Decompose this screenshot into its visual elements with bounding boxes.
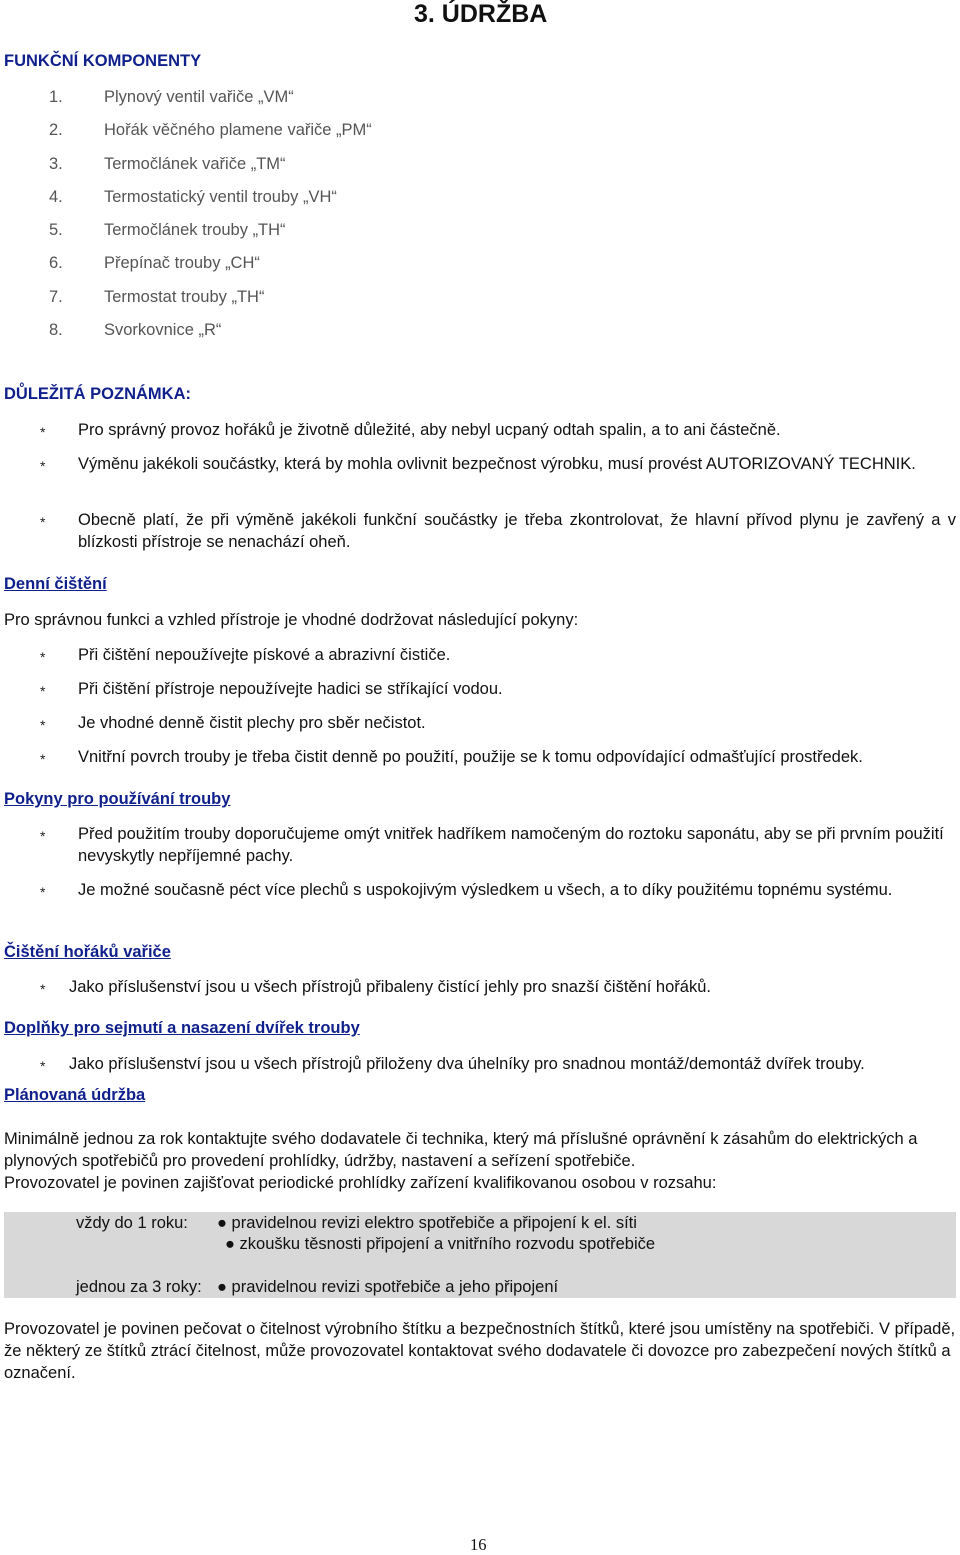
oven-usage-heading: Pokyny pro používání trouby: [4, 790, 231, 808]
bullet-star-icon: *: [40, 649, 46, 665]
three-year-item: ● pravidelnou revizi spotřebiče a jeho připojení: [217, 1278, 559, 1296]
door-accessories-heading: Doplňky pro sejmutí a nasazení dvířek trouby: [4, 1019, 360, 1037]
yearly-item: ● pravidelnou revizi elektro spotřebiče a připojení k el. síti: [217, 1214, 637, 1232]
daily-cleaning-intro: Pro správnou funkci a vzhled přístroje je vhodné dodržovat následující pokyny:: [4, 611, 579, 629]
bullet-star-icon: *: [40, 683, 46, 699]
planned-maintenance-paragraph: Provozovatel je povinen zajišťovat periodické prohlídky zařízení kvalifikovanou osobou v rozsahu:: [4, 1174, 717, 1192]
bullet-star-icon: *: [40, 884, 46, 900]
bullet-star-icon: *: [40, 828, 46, 844]
bullet-star-icon: *: [40, 424, 46, 440]
yearly-label: vždy do 1 roku:: [76, 1214, 188, 1232]
planned-maintenance-paragraph: Minimálně jednou za rok kontaktujte svého dodavatele či technika, který má příslušné oprávnění k zásahům do elektrických a plynových spotřebičů pro provedení prohlídky, údržby, nastavení a seřízení spotřebiče.: [4, 1130, 918, 1170]
daily-cleaning-heading: Denní čištění: [4, 575, 107, 593]
important-note-heading: DŮLEŽITÁ POZNÁMKA:: [4, 385, 191, 403]
planned-maintenance-paragraph: Provozovatel je povinen pečovat o čitelnost výrobního štítku a bezpečnostních štítků, které jsou umístěny na spotřebiči. V případě, že některý ze štítků ztrácí čitelnost, může provozovatel kontaktovat svého dodavatele či dovozce pro zabezpečení nových štítků a označení.: [4, 1320, 956, 1382]
burner-cleaning-heading: Čištění hořáků vařiče: [4, 943, 171, 961]
page-number: 16: [470, 1535, 487, 1554]
yearly-item: ● zkoušku těsnosti připojení a vnitřního rozvodu spotřebiče: [225, 1235, 656, 1253]
inspection-schedule-box: [4, 1212, 956, 1298]
bullet-star-icon: *: [40, 717, 46, 733]
chapter-title: 3. ÚDRŽBA: [414, 0, 548, 28]
bullet-star-icon: *: [40, 751, 46, 767]
bullet-star-icon: *: [40, 1058, 46, 1074]
planned-maintenance-heading: Plánovaná údržba: [4, 1086, 146, 1104]
three-year-label: jednou za 3 roky:: [76, 1278, 202, 1296]
bullet-star-icon: *: [40, 981, 46, 997]
bullet-star-icon: *: [40, 458, 46, 474]
components-heading: FUNKČNÍ KOMPONENTY: [4, 52, 202, 70]
bullet-star-icon: *: [40, 514, 46, 530]
document-page: 3. ÚDRŽBA FUNKČNÍ KOMPONENTY 1. Plynový ventil vařiče „VM“ 2. Hořák věčného plamene vařiče „PM“ 3. Termočlánek vařiče „TM“ 4. Termostatický ventil trouby „VH“ 5. Termočlánek trouby „TH“ 6. Přepínač trouby „CH“ 7. Termostat trouby „TH“ 8. Svorkovnice „R“ DŮLEŽITÁ POZNÁMKA: * Pro správný provoz hořáků je životně důležité, aby nebyl ucpaný odtah spalin, a to ani částečně. * Výměnu jakékoli součástky, která by mohla ovlivnit bezpečnost výrobku, musí provést AUTORIZOVANÝ TECHNIK. * Obecně platí, že při výměně jakékoli funkční součástky je třeba zkontrolovat, že hlavní přívod plynu je zavřený a v blízkosti přístroje se nenachází oheň. Denní čištění Pro správnou funkci a vzhled přístroje je vhodné dodržovat následující pokyny: * Při čištění nepoužívejte pískové a abrazivní čističe. * Při čištění přístroje nepoužívejte hadici se stříkající vodou. * Je vhodné denně čistit plechy pro sběr nečistot. * Vnitřní povrch trouby je třeba čistit denně po použití, použije se k tomu odpovídající odmašťující prostředek. Pokyny pro používání trouby * Před použitím trouby doporučujeme omýt vnitřek hadříkem namočeným do roztoku saponátu, aby se při prvním použití nevyskytly nepříjemné pachy. * Je možné současně péct více plechů s uspokojivým výsledkem u všech, a to díky použitému topnému systému. Čištění hořáků vařiče * Jako příslušenství jsou u všech přístrojů přibaleny čistící jehly pro snazší čištění hořáků. Doplňky pro sejmutí a nasazení dvířek trouby * Jako příslušenství jsou u všech přístrojů přiloženy dva úhelníky pro snadnou montáž/demontáž dvířek trouby. Plánovaná údržba Minimálně jednou za rok kontaktujte svého dodavatele či technika, který má příslušné oprávnění k zásahům do elektrických a plynových spotřebičů pro provedení prohlídky, údržby, nastavení a seřízení spotřebiče. Provozovatel je povinen zajišťovat periodické prohlídky zařízení kvalifikovanou osobou v rozsahu: vždy do 1 roku: ● pravidelnou revizi elektro spotřebiče a připojení k el. síti ● zkoušku těsnosti připojení a vnitřního rozvodu spotřebiče jednou za 3 roky: ● pravidelnou revizi spotřebiče a jeho připojení Provozovatel je povinen pečovat o čitelnost výrobního štítku a bezpečnostních štítků, které jsou umístěny na spotřebiči. V případě, že některý ze štítků ztrácí čitelnost, může provozovatel kontaktovat svého dodavatele či dovozce pro zabezpečení nových štítků a označení. 16: [4, 0, 956, 1554]
